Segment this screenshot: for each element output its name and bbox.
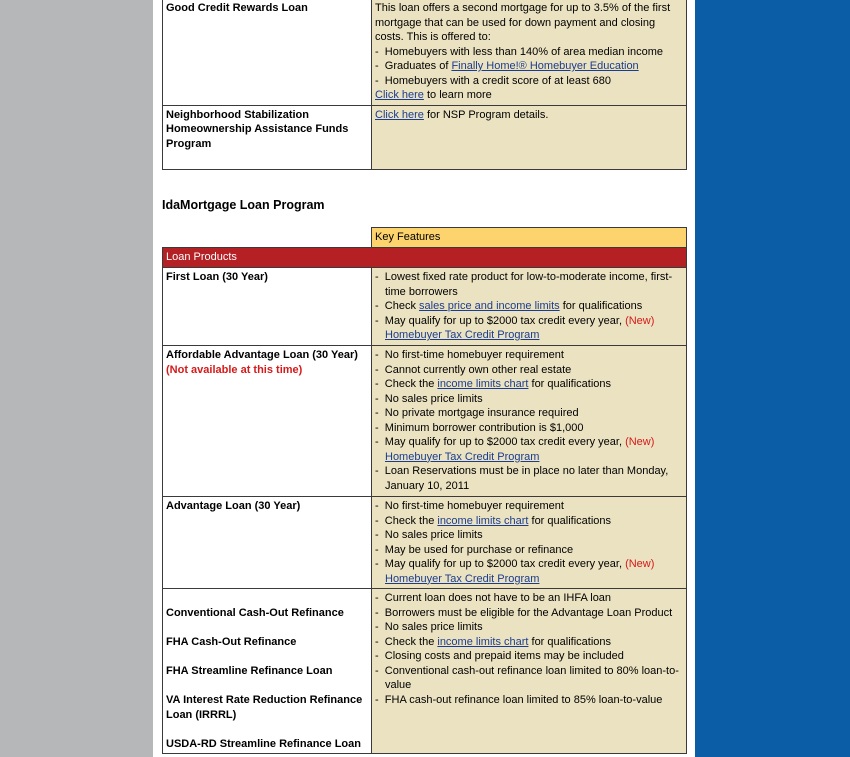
list-item: - FHA cash-out refinance loan limited to 85% loan-to-value — [375, 693, 683, 708]
header-row — [163, 228, 687, 248]
table-row — [163, 0, 687, 105]
list-item: - Check the income limits chart for qualifications — [375, 514, 683, 529]
new-badge: (New) — [625, 436, 655, 448]
list-item: - Homebuyers with a credit score of at least 680 — [375, 74, 683, 89]
income-limits-chart-link[interactable]: income limits chart — [437, 378, 529, 390]
new-badge: (New) — [625, 558, 655, 570]
loan-name-usda-rd-streamline: USDA-RD Streamline Refinance Loan — [166, 737, 361, 750]
table-row — [163, 268, 687, 346]
feature-list — [375, 499, 683, 586]
list-item: - Check the income limits chart for qualifications — [375, 635, 683, 650]
list-item: - Graduates of Finally Home!® Homebuyer Education — [375, 59, 683, 74]
list-item: - Homebuyers with less than 140% of area median income — [375, 45, 683, 60]
list-item: - Cannot currently own other real estate — [375, 363, 683, 378]
loan-features — [372, 497, 687, 589]
learn-more: Click here to learn more — [375, 89, 492, 101]
loan-name-fha-streamline: FHA Streamline Refinance Loan — [166, 665, 333, 677]
list-item: - May qualify for up to $2000 tax credit every year, (New) Homebuyer Tax Credit Program — [375, 435, 683, 464]
loan-name-conventional-cash-out: Conventional Cash-Out Refinance — [166, 607, 344, 619]
nsp-details-link[interactable]: Click here — [375, 108, 424, 121]
loan-features — [372, 268, 687, 346]
table-row — [163, 346, 687, 497]
list-item: - Closing costs and prepaid items may be included — [375, 649, 683, 664]
header-spacer — [163, 228, 372, 248]
loan-features: Click here for NSP Program details. — [372, 105, 687, 169]
feature-list — [375, 270, 683, 343]
list-item: - No sales price limits — [375, 528, 683, 543]
left-gutter — [0, 0, 153, 757]
loan-name-fha-cash-out: FHA Cash-Out Refinance — [166, 636, 297, 648]
list-item: - Minimum borrower contribution is $1,000 — [375, 421, 683, 436]
list-item: - May qualify for up to $2000 tax credit every year, (New) Homebuyer Tax Credit Program — [375, 557, 683, 586]
loan-name-advantage: Advantage Loan (30 Year) — [163, 497, 372, 589]
feature-list — [375, 348, 683, 493]
income-limits-chart-link[interactable]: income limits chart — [437, 514, 529, 527]
list-item: - Borrowers must be eligible for the Advantage Loan Product — [375, 606, 683, 621]
loan-features — [372, 346, 687, 497]
loan-name-affordable-advantage: Affordable Advantage Loan (30 Year) (Not available at this time) — [163, 346, 372, 497]
sales-price-income-limits-link[interactable]: sales price and income limits — [419, 300, 560, 312]
table-row — [163, 589, 687, 754]
right-gutter — [695, 0, 850, 757]
loan-features — [372, 0, 687, 105]
loan-names-refinance — [163, 589, 372, 754]
learn-more-link[interactable]: Click here — [375, 89, 424, 101]
list-item: - No first-time homebuyer requirement — [375, 499, 683, 514]
feature-list — [375, 45, 683, 89]
header-row — [163, 248, 687, 268]
section-title: IdaMortgage Loan Program — [162, 198, 325, 212]
tax-credit-program-link[interactable]: Homebuyer Tax Credit Program — [385, 572, 540, 585]
list-item: - No sales price limits — [375, 620, 683, 635]
table-row — [163, 105, 687, 169]
table-row — [163, 497, 687, 589]
loan-features — [372, 589, 687, 754]
feature-intro: This loan offers a second mortgage for up to 3.5% of the first mortgage that can be used for down payment and closing costs. This is offered to: — [375, 2, 671, 43]
list-item: - No first-time homebuyer requirement — [375, 348, 683, 363]
list-item: - Check sales price and income limits for qualifications — [375, 299, 683, 314]
list-item: - Check the income limits chart for qualifications — [375, 377, 683, 392]
income-limits-chart-link[interactable]: income limits chart — [437, 635, 529, 648]
tax-credit-program-link[interactable]: Homebuyer Tax Credit Program — [385, 329, 540, 341]
feature-list — [375, 591, 683, 707]
idamortgage-table — [162, 227, 687, 754]
list-item: - No private mortgage insurance required — [375, 406, 683, 421]
loan-name-first: First Loan (30 Year) — [163, 268, 372, 346]
list-item: - No sales price limits — [375, 392, 683, 407]
availability-note: (Not available at this time) — [166, 363, 303, 376]
tax-credit-program-link[interactable]: Homebuyer Tax Credit Program — [385, 450, 540, 463]
loan-name-good-credit-rewards: Good Credit Rewards Loan — [163, 0, 372, 105]
list-item: - Current loan does not have to be an IHFA loan — [375, 591, 683, 606]
list-item: - Lowest fixed rate product for low-to-moderate income, first-time borrowers — [375, 270, 683, 299]
finally-home-link[interactable]: Finally Home!® Homebuyer Education — [451, 60, 639, 72]
key-features-header: Key Features — [372, 228, 687, 248]
list-item: - Loan Reservations must be in place no later than Monday, January 10, 2011 — [375, 464, 683, 493]
loan-name-va-irrrl: VA Interest Rate Reduction Refinance Loan (IRRRL) — [166, 694, 363, 721]
loan-products-header: Loan Products — [163, 248, 687, 268]
content-area — [153, 0, 695, 757]
loan-name-nsp: Neighborhood Stabilization Homeownership Assistance Funds Program — [163, 105, 372, 169]
list-item: - May qualify for up to $2000 tax credit every year, (New) Homebuyer Tax Credit Program — [375, 314, 683, 343]
new-badge: (New) — [625, 314, 655, 327]
assistance-programs-table — [162, 0, 687, 170]
list-item: - May be used for purchase or refinance — [375, 543, 683, 558]
list-item: - Conventional cash-out refinance loan limited to 80% loan-to-value — [375, 664, 683, 693]
